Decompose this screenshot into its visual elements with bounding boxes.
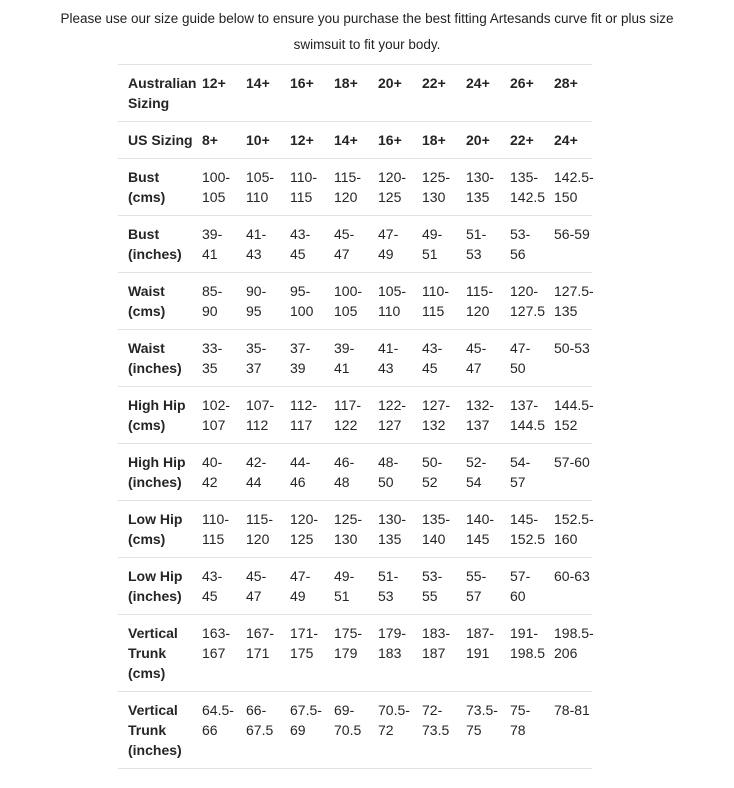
size-cell: 85-90 [202,283,223,319]
size-cell: 120-125 [290,511,319,547]
size-cell: 49-51 [422,226,443,262]
size-cell: 56-59 [554,226,590,242]
table-row [118,558,592,615]
table-row [118,330,592,387]
row-label: Bust (cms) [128,169,166,205]
row-label: Waist (cms) [128,283,166,319]
size-cell: 105-110 [246,169,275,205]
size-cell: 12+ [290,132,314,148]
size-cell: 22+ [422,75,446,91]
size-cell: 67.5-69 [290,702,322,738]
size-cell: 18+ [422,132,446,148]
table-row [118,692,592,769]
intro-text: Please use our size guide below to ensure you purchase the best fitting Artesands curve fit or plus size swimsuit to fit your body. [60,11,674,52]
table-row [118,273,592,330]
size-cell: 16+ [290,75,314,91]
size-cell: 110-115 [290,169,317,205]
size-cell: 125-130 [334,511,363,547]
size-cell: 191-198.5 [510,625,546,661]
size-cell: 47-49 [290,568,311,604]
size-cell: 140-145 [466,511,495,547]
size-cell: 55-57 [466,568,487,604]
size-cell: 45-47 [466,340,487,376]
row-label: Vertical Trunk (inches) [128,702,182,758]
size-cell: 20+ [378,75,402,91]
size-cell: 78-81 [554,702,590,718]
size-cell: 198.5-206 [554,625,594,661]
size-cell: 125-130 [422,169,451,205]
size-cell: 48-50 [378,454,399,490]
size-cell: 51-53 [378,568,399,604]
size-cell: 64.5-66 [202,702,234,738]
size-cell: 107-112 [246,397,275,433]
size-cell: 51-53 [466,226,487,262]
size-cell: 60-63 [554,568,590,584]
size-cell: 50-52 [422,454,443,490]
row-label: Vertical Trunk (cms) [128,625,178,681]
size-cell: 137-144.5 [510,397,546,433]
size-cell: 53-56 [510,226,531,262]
row-label: High Hip (inches) [128,454,186,490]
size-cell: 57-60 [510,568,531,604]
size-cell: 57-60 [554,454,590,470]
size-cell: 179-183 [378,625,407,661]
size-cell: 152.5-160 [554,511,594,547]
size-cell: 144.5-152 [554,397,594,433]
size-cell: 24+ [466,75,490,91]
size-cell: 115-120 [334,169,361,205]
size-cell: 95-100 [290,283,314,319]
row-label: Low Hip (cms) [128,511,183,547]
size-cell: 8+ [202,132,218,148]
size-cell: 10+ [246,132,270,148]
size-cell: 45-47 [246,568,267,604]
row-label: Australian Sizing [128,75,197,111]
size-cell: 135-142.5 [510,169,546,205]
size-cell: 120-127.5 [510,283,546,319]
size-cell: 130-135 [466,169,495,205]
size-cell: 18+ [334,75,358,91]
size-cell: 43-45 [422,340,443,376]
size-cell: 54-57 [510,454,531,490]
size-cell: 45-47 [334,226,355,262]
size-cell: 90-95 [246,283,267,319]
size-cell: 33-35 [202,340,223,376]
size-cell: 46-48 [334,454,355,490]
size-cell: 127.5-135 [554,283,594,319]
size-cell: 47-49 [378,226,399,262]
size-cell: 50-53 [554,340,590,356]
size-cell: 16+ [378,132,402,148]
table-row [118,122,592,159]
size-cell: 187-191 [466,625,495,661]
table-row [118,444,592,501]
size-cell: 105-110 [378,283,407,319]
table-row [118,65,592,122]
size-cell: 39-41 [334,340,355,376]
size-cell: 115-120 [466,283,493,319]
size-cell: 110-115 [422,283,449,319]
table-row [118,387,592,444]
size-cell: 110-115 [202,511,229,547]
size-cell: 37-39 [290,340,311,376]
size-cell: 175-179 [334,625,363,661]
size-cell: 122-127 [378,397,407,433]
size-cell: 53-55 [422,568,443,604]
size-cell: 43-45 [202,568,223,604]
size-cell: 43-45 [290,226,311,262]
size-cell: 35-37 [246,340,267,376]
row-label: High Hip (cms) [128,397,186,433]
table-row [118,615,592,692]
row-label: US Sizing [128,132,193,148]
size-cell: 26+ [510,75,534,91]
size-cell: 120-125 [378,169,407,205]
size-cell: 24+ [554,132,578,148]
size-cell: 14+ [334,132,358,148]
row-label: Waist (inches) [128,340,182,376]
size-cell: 145-152.5 [510,511,546,547]
size-cell: 22+ [510,132,534,148]
size-cell: 42-44 [246,454,267,490]
table-row [118,501,592,558]
size-cell: 102-107 [202,397,231,433]
size-guide-table [118,64,592,769]
size-cell: 112-117 [290,397,317,433]
size-cell: 49-51 [334,568,355,604]
size-cell: 100-105 [334,283,363,319]
size-cell: 135-140 [422,511,451,547]
size-cell: 100-105 [202,169,231,205]
row-label: Bust (inches) [128,226,182,262]
size-cell: 47-50 [510,340,531,376]
size-cell: 127-132 [422,397,451,433]
size-cell: 28+ [554,75,578,91]
size-cell: 40-42 [202,454,223,490]
size-cell: 171-175 [290,625,319,661]
table-row [118,216,592,273]
size-cell: 130-135 [378,511,407,547]
size-cell: 41-43 [246,226,267,262]
size-cell: 44-46 [290,454,311,490]
size-cell: 14+ [246,75,270,91]
size-cell: 163-167 [202,625,231,661]
size-cell: 117-122 [334,397,361,433]
size-cell: 12+ [202,75,226,91]
size-cell: 52-54 [466,454,487,490]
size-cell: 20+ [466,132,490,148]
size-cell: 115-120 [246,511,273,547]
size-cell: 132-137 [466,397,495,433]
size-cell: 69-70.5 [334,702,362,738]
size-cell: 142.5-150 [554,169,594,205]
size-cell: 66-67.5 [246,702,274,738]
size-cell: 70.5-72 [378,702,410,738]
row-label: Low Hip (inches) [128,568,183,604]
size-cell: 183-187 [422,625,451,661]
size-table-body [118,65,592,769]
size-cell: 73.5-75 [466,702,498,738]
table-row [118,159,592,216]
size-cell: 39-41 [202,226,223,262]
size-cell: 75-78 [510,702,531,738]
size-cell: 167-171 [246,625,275,661]
size-cell: 72-73.5 [422,702,450,738]
size-cell: 41-43 [378,340,399,376]
